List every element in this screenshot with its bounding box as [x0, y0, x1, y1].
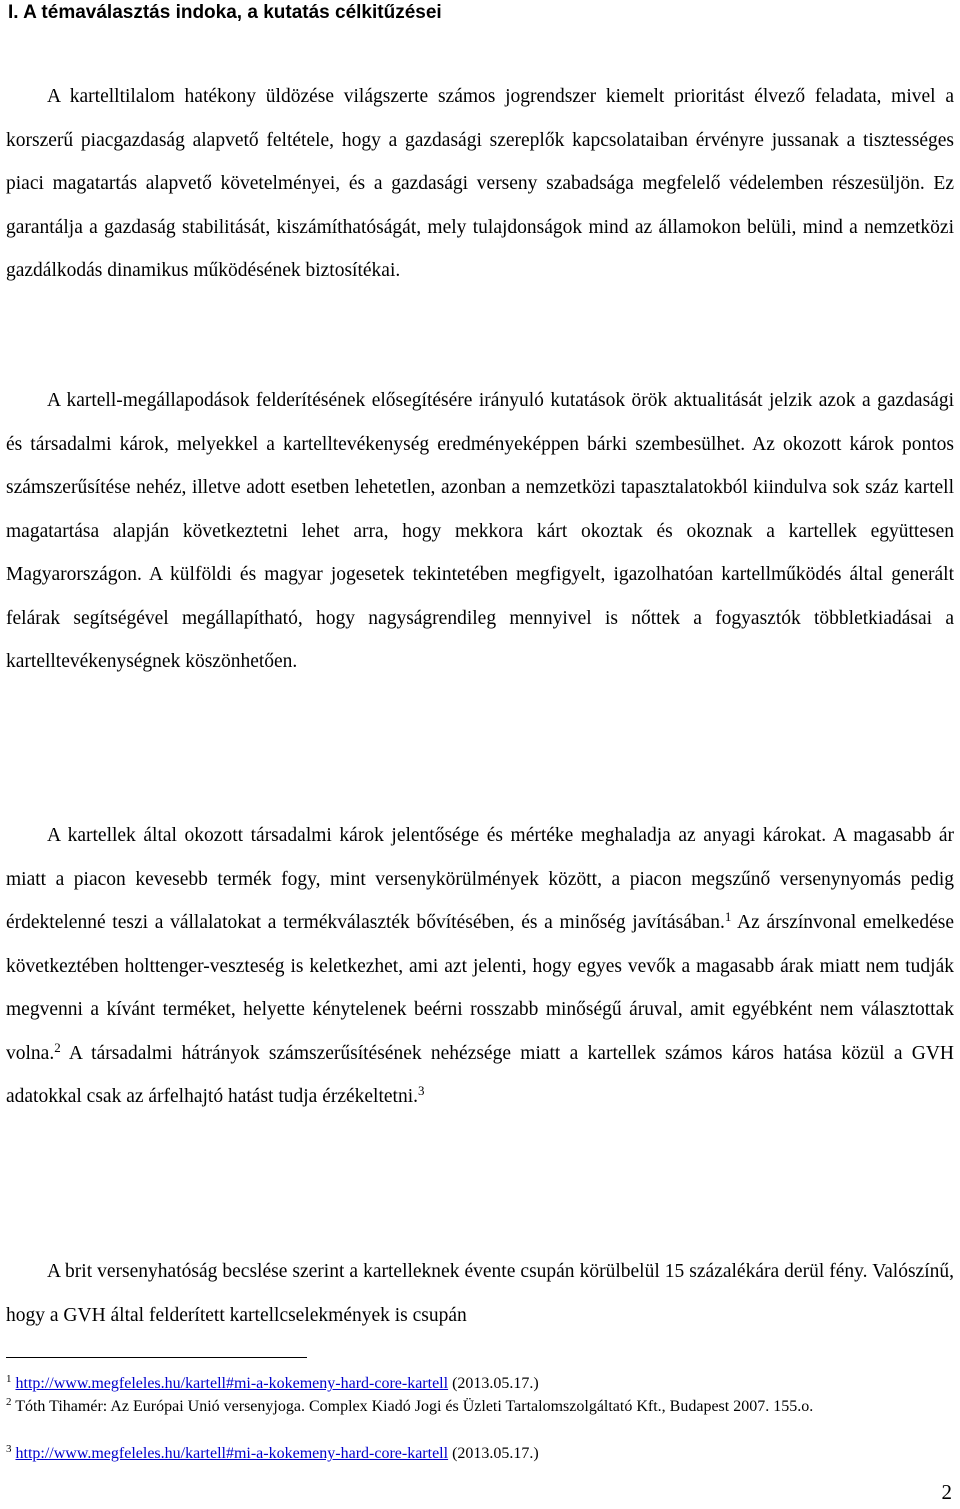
footnote-1 — [6, 1373, 954, 1395]
paragraph-3 — [6, 814, 954, 1119]
footnote-separator — [6, 1357, 307, 1358]
paragraph-3-text-2: Az árszínvonal emelkedése következtében holttenger-veszteség is keletkezhet, ami azt jelenti, hogy egyes vevők a magasabb árak miatt nem tudják megvenni a kívánt terméket, helyette kénytelenek beérni rosszabb minőségű áruval, amit egyébként nem választottak volna. — [6, 912, 954, 1064]
footnote-3-link[interactable]: http://www.megfeleles.hu/kartell#mi-a-kokemeny-hard-core-kartell — [15, 1445, 449, 1462]
page-number: 2 — [941, 1480, 952, 1504]
paragraph-3-text-3: A társadalmi hátrányok számszerűsítésének nehézsége miatt a kartellek számos káros hatása közül a GVH adatokkal csak az árfelhajtó hatást tudja érzékeltetni. — [6, 1042, 954, 1107]
footnote-2 — [6, 1396, 954, 1418]
footnote-number-3: 3 — [6, 1443, 12, 1455]
footnote-number-1: 1 — [6, 1373, 12, 1385]
footnote-number-2: 2 — [6, 1396, 12, 1408]
footnote-1-date: (2013.05.17.) — [448, 1375, 539, 1392]
footnote-ref-2[interactable]: 2 — [54, 1039, 61, 1055]
footnote-3 — [6, 1443, 954, 1465]
footnote-ref-1[interactable]: 1 — [724, 909, 732, 924]
footnote-3-date: (2013.05.17.) — [448, 1445, 539, 1462]
paragraph-3-text-1: A kartellek által okozott társadalmi károk jelentősége és mértéke meghaladja az anyagi károkat. A magasabb ár miatt a piacon kevesebb termék fogy, mint versenykörülmények között, a piacon megszűnő versenynyomás pedig érdektelenné teszi a vállalatokat a termékválaszték bővítésében, és a minőség javításában. — [6, 825, 954, 933]
section-heading: I. A témaválasztás indoka, a kutatás célkitűzései — [8, 2, 442, 23]
footnote-2-text: Tóth Tihamér: Az Európai Unió versenyjoga. Complex Kiadó Jogi és Üzleti Tartalomszolgáltató Kft., Budapest 2007. 155.o. — [11, 1398, 814, 1415]
paragraph-2: A kartell-megállapodások felderítésének elősegítésére irányuló kutatások örök aktualitását jelzik azok a gazdasági és társadalmi károk, melyekkel a kartelltevékenység eredményeképpen bárki szembesülhet. Az okozott károk pontos számszerűsítése nehéz, illetve adott esetben lehetetlen, azonban a nemzetközi tapasztalatokból kiindulva sok száz kartell magatartása alapján következtetni lehet arra, hogy mekkora kárt okoztak és okoznak a kartellek együttesen Magyarországon. A külföldi és magyar jogesetek tekintetében megfigyelt, igazolhatóan kartellműködés által generált felárak segítségével megállapítható, hogy nagyságrendileg mennyivel is nőttek a fogyasztók többletkiadásai a kartelltevékenységnek köszönhetően. — [6, 390, 954, 672]
paragraph-4: A brit versenyhatóság becslése szerint a kartelleknek évente csupán körülbelül 15 százalékára derül fény. Valószínű, hogy a GVH által felderített kartellcselekmények is csupán — [6, 1261, 954, 1326]
paragraph-1: A kartelltilalom hatékony üldözése világszerte számos jogrendszer kiemelt prioritást élvező feladata, mivel a korszerű piacgazdaság alapvető feltétele, hogy a gazdasági szereplők kapcsolataiban érvényre jussanak a tisztességes piaci magatartás alapvető követelményei, és a gazdasági verseny szabadsága megfelelő védelemben részesüljön. Ez garantálja a gazdaság stabilitását, kiszámíthatóságát, mely tulajdonságok mind az államokon belüli, mind a nemzetközi gazdálkodás dinamikus működésének biztosítékai. — [6, 86, 954, 281]
footnote-1-link[interactable]: http://www.megfeleles.hu/kartell#mi-a-kokemeny-hard-core-kartell — [15, 1375, 449, 1392]
footnote-ref-3[interactable]: 3 — [418, 1083, 425, 1098]
